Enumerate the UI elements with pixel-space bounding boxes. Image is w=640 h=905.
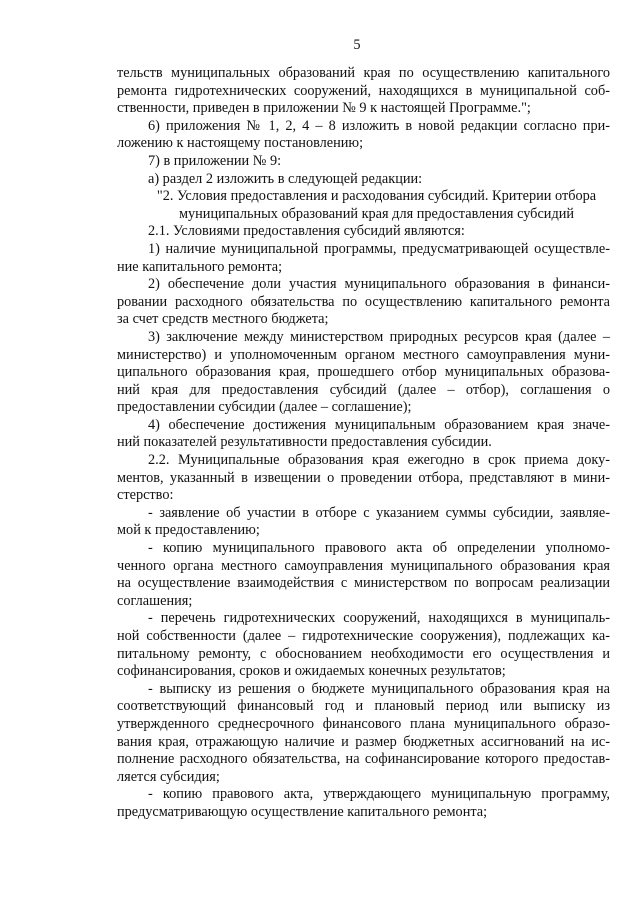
text-line: вания края, отражающую наличие и размер бюджетных ассигнований на ис- — [117, 733, 610, 750]
list-item — [117, 786, 610, 821]
text-line: питальному ремонту, с обоснованием необходимости его осуществления и — [117, 645, 610, 662]
paragraph — [117, 329, 610, 417]
heading-line: муниципальных образований края для предоставления субсидий — [178, 205, 575, 222]
text-line: ровании расходного обязательства по осуществлению капитального ремонта — [117, 293, 610, 310]
text-line: ципального образования края, прошедшего отбор муниципальных образова- — [117, 364, 610, 381]
text-line: ченного органа местного самоуправления муниципального образования края — [117, 557, 610, 574]
paragraph — [117, 417, 610, 452]
text-line: 4) обеспечение достижения муниципальным образованием края значе- — [148, 416, 610, 433]
text-line: ной собственности (далее – гидротехнические сооружения), подлежащих ка- — [117, 628, 610, 644]
text-line: 2.1. Условиями предоставления субсидий являются: — [148, 223, 465, 240]
text-line: предоставлении субсидии (далее – соглашение); — [117, 399, 412, 416]
text-line: соответствующий финансовый год и плановый период или выписку из — [117, 698, 610, 715]
page-number: 5 — [353, 37, 361, 53]
paragraph — [117, 118, 610, 153]
paragraph — [117, 171, 610, 189]
section-heading — [143, 188, 610, 223]
text-line: 7) в приложении № 9: — [148, 152, 282, 169]
text-line: - копию правового акта, утверждающего муниципальную программу, — [148, 786, 610, 803]
text-line: на осуществление взаимодействия с министерством по вопросам реализации — [117, 575, 610, 592]
text-line: мой к предоставлению; — [117, 522, 260, 539]
text-line: ственности, приведен в приложении № 9 к настоящей Программе."; — [117, 100, 531, 117]
text-line: - перечень гидротехнических сооружений, находящихся в муниципаль- — [148, 610, 610, 627]
document-body — [117, 65, 610, 822]
paragraph — [117, 276, 610, 329]
list-item — [117, 540, 610, 610]
paragraph — [117, 452, 610, 505]
text-line: ремонта гидротехнических сооружений, находящихся в муниципальной соб- — [117, 82, 610, 99]
list-item — [117, 610, 610, 680]
text-line: - выписку из решения о бюджете муниципального образования края на — [148, 680, 610, 697]
text-line: соглашения; — [117, 592, 193, 609]
text-line: ментов, указанный в извещении о проведении отбора, представляют в мини- — [117, 469, 610, 486]
text-line: софинансирования, сроков и ожидаемых конечных результатов; — [117, 663, 506, 680]
text-line: 1) наличие муниципальной программы, предусматривающей осуществле- — [148, 240, 610, 257]
text-line: предусматривающую осуществление капитального ремонта; — [117, 803, 488, 820]
text-line: - заявление об участии в отборе с указанием суммы субсидии, заявляе- — [148, 504, 610, 521]
text-line: полнение расходного обязательства, на софинансирование которого предостав- — [117, 751, 610, 768]
text-line: 2) обеспечение доли участия муниципального образования в финанси- — [148, 276, 610, 293]
text-line: 2.2. Муниципальные образования края ежегодно в срок приема доку- — [148, 452, 610, 469]
text-line: ляется субсидия; — [117, 768, 220, 785]
paragraph — [117, 241, 610, 276]
list-item — [117, 505, 610, 540]
text-line: ние капитального ремонта; — [117, 258, 283, 275]
heading-line: "2. Условия предоставления и расходования субсидий. Критерии отбора — [156, 188, 597, 205]
list-item — [117, 681, 610, 787]
text-line: стерство: — [117, 487, 174, 504]
text-line: 3) заключение между министерством природных ресурсов края (далее – — [148, 328, 610, 345]
text-line: утвержденного среднесрочного финансового плана муниципального образо- — [117, 715, 610, 732]
paragraph — [117, 153, 610, 171]
text-line: 6) приложения № 1, 2, 4 – 8 изложить в новой редакции согласно при- — [148, 117, 610, 134]
text-line: тельств муниципальных образований края по осуществлению капитального — [117, 65, 610, 81]
paragraph — [117, 65, 610, 118]
text-line: ний показателей результативности предоставления субсидии. — [117, 434, 492, 451]
text-line: министерство) и уполномоченным органом местного самоуправления муни- — [117, 346, 610, 363]
paragraph — [117, 223, 610, 241]
text-line: а) раздел 2 изложить в следующей редакции: — [148, 170, 423, 187]
text-line: - копию муниципального правового акта об определении уполномо- — [148, 540, 610, 557]
text-line: ний края для предоставления субсидий (далее – отбор), соглашения о — [117, 381, 610, 398]
text-line: ложению к настоящему постановлению; — [117, 135, 364, 152]
text-line: за счет средств местного бюджета; — [117, 311, 329, 328]
